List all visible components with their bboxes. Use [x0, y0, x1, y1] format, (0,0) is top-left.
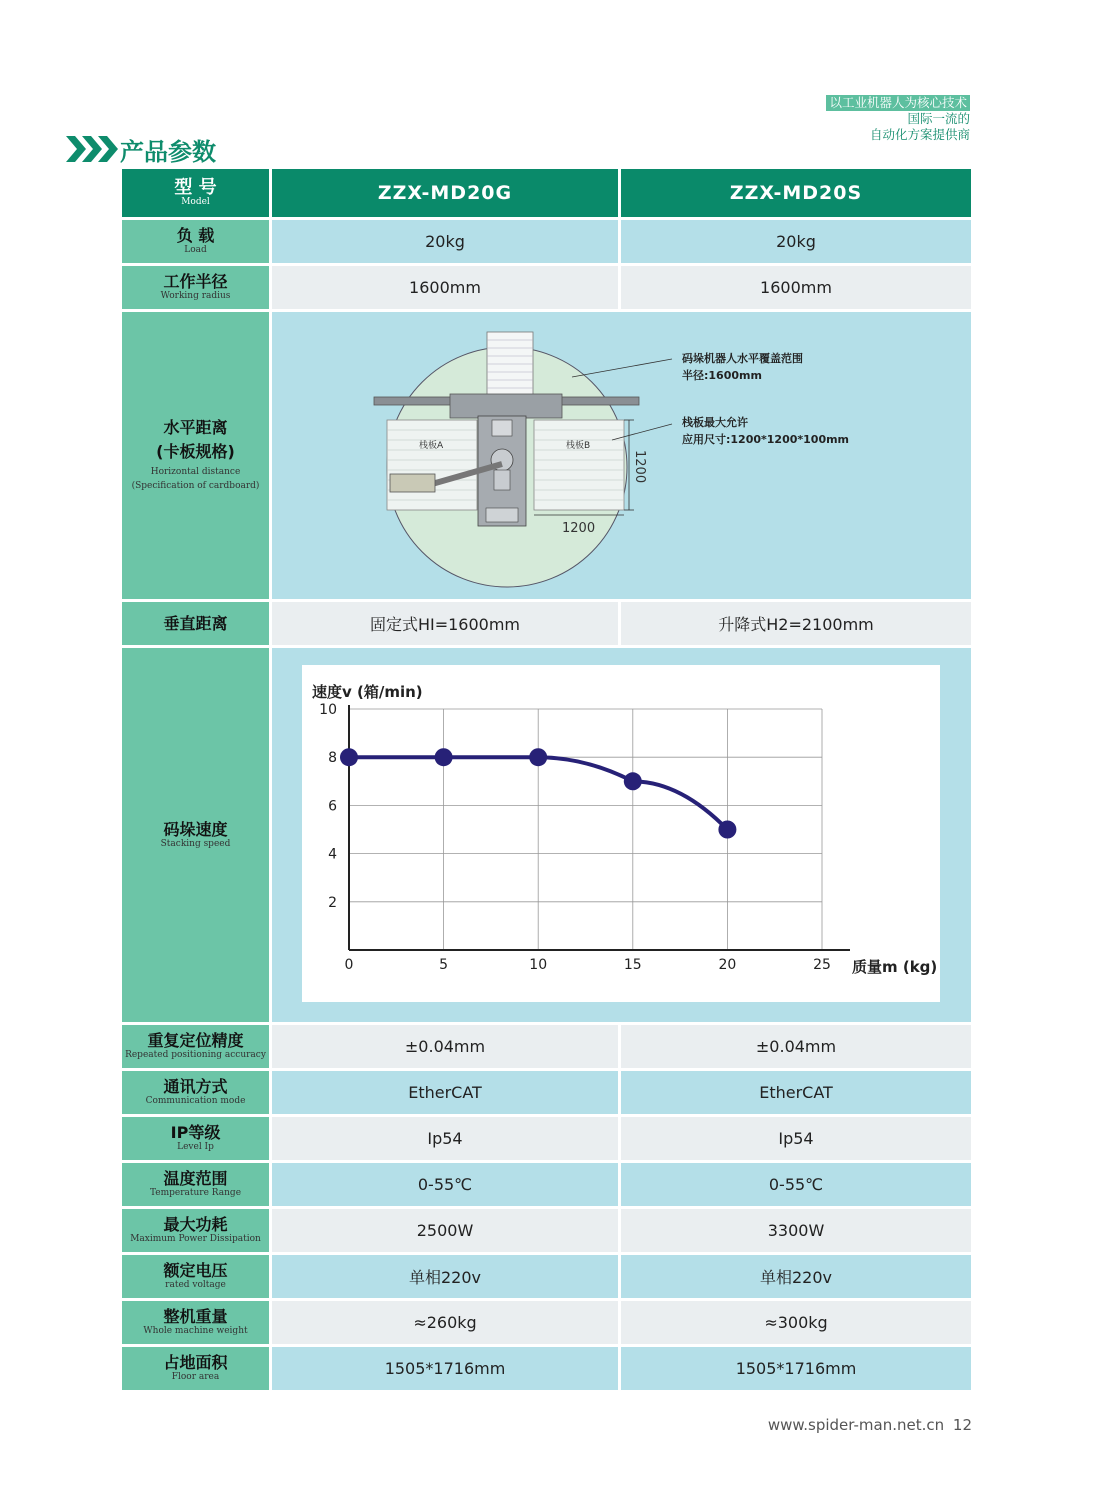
coverage-note: 码垛机器人水平覆盖范围 [682, 352, 803, 365]
x-tick-label: 0 [344, 957, 354, 973]
x-tick-label: 5 [439, 957, 449, 973]
row-label: 工作半径 [163, 272, 228, 291]
x-tick-label: 25 [813, 957, 831, 973]
row-value-2: EtherCAT [621, 1071, 971, 1117]
data-point [435, 748, 453, 766]
row-value-1: 1505*1716mm [272, 1347, 621, 1393]
table-row [122, 1071, 971, 1117]
data-point [624, 772, 642, 790]
row-label-en: Communication mode [145, 1096, 246, 1106]
row-label-en: Horizontal distance [150, 467, 241, 477]
y-tick-label: 10 [319, 702, 337, 718]
model-label-en: Model [181, 196, 210, 207]
table-row [122, 1117, 971, 1163]
row-label-en: Temperature Range [149, 1188, 242, 1198]
slogan-line-2: 国际一流的 [907, 111, 970, 126]
row-label-en: Level Ip [177, 1142, 214, 1152]
y-tick-label: 4 [328, 846, 337, 863]
vertical-distance-row [122, 602, 971, 648]
section-title [66, 132, 216, 166]
row-value-2: 1600mm [621, 266, 971, 312]
data-point [340, 748, 358, 766]
row-value-1: 0-55℃ [272, 1163, 621, 1209]
width-dimension: 1200 [562, 521, 596, 536]
row-label-en: Working radius [160, 291, 231, 301]
row-value-2: ±0.04mm [621, 1025, 971, 1071]
table-row [122, 266, 971, 312]
row-value-2: Ip54 [621, 1117, 971, 1163]
table-row [122, 1025, 971, 1071]
row-value-1: 1600mm [272, 266, 621, 312]
pallet-note: 栈板最大允许 [682, 416, 748, 429]
x-tick-label: 10 [529, 957, 548, 973]
row-value-2: 1505*1716mm [621, 1347, 971, 1393]
table-row [122, 1255, 971, 1301]
row-value-1: 2500W [272, 1209, 621, 1255]
table-row [122, 1347, 971, 1393]
row-value-2: 升降式H2=2100mm [621, 602, 971, 648]
row-label-en: Maximum Power Dissipation [130, 1234, 261, 1244]
row-label: 额定电压 [163, 1261, 228, 1280]
x-axis-label: 质量m (kg) [852, 958, 938, 976]
horizontal-distance-row [122, 312, 971, 602]
row-value-2: ≈300kg [621, 1301, 971, 1347]
gripper [390, 474, 435, 492]
row-label: IP等级 [170, 1123, 221, 1142]
pallet-size-note: 应用尺寸:1200*1200*100mm [682, 433, 850, 446]
row-label-en: Repeated positioning accuracy [125, 1050, 266, 1060]
table-row [122, 1163, 971, 1209]
y-tick-label: 6 [328, 798, 337, 815]
gantry-carriage [450, 394, 562, 418]
row-label: 重复定位精度 [147, 1031, 244, 1050]
table-row [122, 1301, 971, 1347]
table-header-row [122, 169, 971, 220]
layout-diagram-cell [272, 312, 971, 602]
row-label: 占地面积 [163, 1353, 228, 1372]
row-label: 负 载 [176, 226, 215, 245]
slogan [826, 95, 970, 143]
row-value-1: 固定式HI=1600mm [272, 602, 621, 648]
y-axis-label: 速度v (箱/min) [312, 683, 423, 701]
height-dimension: 1200 [632, 450, 647, 484]
row-value-1: 单相220v [272, 1255, 621, 1301]
row-label-en: Whole machine weight [143, 1326, 248, 1336]
row-label-en-sub: (Specification of cardboard) [131, 481, 260, 491]
speed-chart [272, 648, 971, 1018]
y-tick-label: 2 [328, 894, 337, 911]
row-label-en: Stacking speed [160, 838, 231, 849]
row-label: 水平距离 [163, 418, 228, 437]
x-tick-label: 15 [623, 957, 642, 973]
row-value-1: ±0.04mm [272, 1025, 621, 1071]
model-1-cell [272, 169, 621, 220]
footer-url: www.spider-man.net.cn [767, 1416, 945, 1434]
model-2-cell [621, 169, 971, 220]
table-row [122, 220, 971, 266]
row-value-2: 3300W [621, 1209, 971, 1255]
robot-layout-diagram [272, 312, 971, 595]
y-tick-label: 8 [328, 750, 337, 767]
row-value-1: Ip54 [272, 1117, 621, 1163]
pallet-b [534, 420, 624, 510]
table-row [122, 1209, 971, 1255]
row-label: 整机重量 [163, 1307, 228, 1326]
slogan-line-1: 以工业机器人为核心技术 [826, 95, 970, 111]
row-value-1: 20kg [272, 220, 621, 266]
row-label-en: rated voltage [165, 1280, 226, 1290]
model-label-cell [122, 169, 272, 220]
row-label: 最大功耗 [163, 1215, 228, 1234]
page-number: 12 [952, 1416, 972, 1434]
coverage-radius-note: 半径:1600mm [682, 369, 762, 382]
pallet-a-label: 栈板A [419, 441, 444, 451]
data-point [718, 821, 736, 839]
pallet-a [387, 420, 477, 510]
row-label-sub: (卡板规格) [156, 442, 235, 461]
row-value-1: EtherCAT [272, 1071, 621, 1117]
model-1-name: ZZX-MD20G [377, 182, 513, 204]
row-label: 码垛速度 [163, 819, 228, 839]
callout-line-1 [572, 359, 672, 377]
row-label-en: Floor area [171, 1372, 220, 1382]
row-label: 通讯方式 [163, 1077, 228, 1096]
row-label: 垂直距离 [163, 613, 228, 633]
speed-chart-cell [272, 648, 971, 1025]
slogan-line-3: 自动化方案提供商 [869, 127, 970, 142]
footer [764, 1416, 972, 1434]
pallet-b-label: 栈板B [566, 441, 591, 451]
spec-table [122, 169, 971, 1393]
chart-background [302, 665, 940, 1002]
data-point [529, 748, 547, 766]
row-label: 温度范围 [163, 1169, 228, 1188]
row-value-2: 单相220v [621, 1255, 971, 1301]
model-label: 型 号 [174, 176, 217, 198]
row-value-2: 0-55℃ [621, 1163, 971, 1209]
row-value-1: ≈260kg [272, 1301, 621, 1347]
x-tick-label: 20 [718, 957, 737, 973]
model-2-name: ZZX-MD20S [729, 182, 863, 204]
row-value-2: 20kg [621, 220, 971, 266]
stacking-speed-row [122, 648, 971, 1025]
section-title-text: 产品参数 [120, 137, 216, 166]
triple-chevron-icon [66, 136, 114, 162]
row-label-en: Load [184, 245, 207, 255]
